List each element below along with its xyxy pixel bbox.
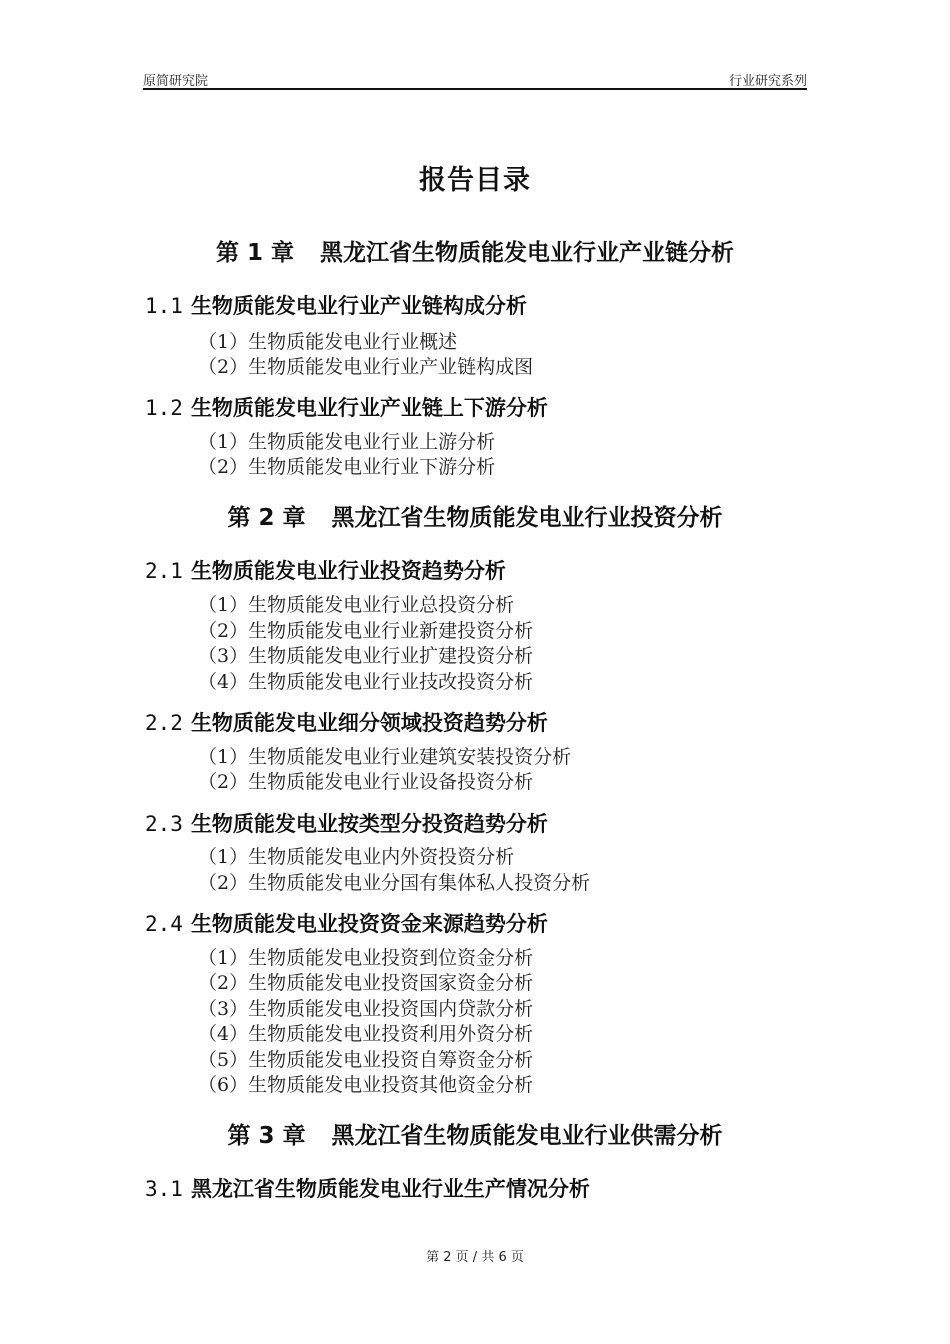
toc-item: （5）生物质能发电业投资自筹资金分析 [198,1049,534,1071]
section-title: 生物质能发电业行业产业链上下游分析 [190,396,548,420]
chapter-heading [0,234,950,267]
section-heading [145,290,527,320]
toc-item: （1）生物质能发电业内外资投资分析 [198,846,515,868]
section-title: 生物质能发电业行业投资趋势分析 [190,559,506,583]
section-number: 2.3 [145,812,183,836]
section-number: 2.1 [145,559,183,583]
section-heading [145,555,506,585]
toc-item: （2）生物质能发电业行业设备投资分析 [198,771,534,793]
section-number: 2.2 [145,711,183,735]
section-title: 生物质能发电业投资资金来源趋势分析 [190,912,548,936]
section-title: 黑龙江省生物质能发电业行业生产情况分析 [190,1177,590,1201]
chapter-title: 黑龙江省生物质能发电业行业投资分析 [331,505,723,531]
header-org-name: 原简研究院 [143,74,209,89]
section-number: 3.1 [145,1177,183,1201]
section-heading [145,1173,590,1203]
page-number: 第 2 页 / 共 6 页 [426,1250,524,1265]
toc-item: （1）生物质能发电业行业总投资分析 [198,594,515,616]
chapter-title: 黑龙江省生物质能发电业行业产业链分析 [320,240,735,266]
section-title: 生物质能发电业行业产业链构成分析 [190,294,527,318]
section-heading [145,707,548,737]
section-heading [145,392,548,422]
chapter-number: 第 2 章 [227,505,306,531]
section-heading [145,808,548,838]
chapter-title: 黑龙江省生物质能发电业行业供需分析 [331,1123,723,1149]
toc-item: （1）生物质能发电业投资到位资金分析 [198,947,534,969]
toc-item: （3）生物质能发电业投资国内贷款分析 [198,998,534,1020]
section-number: 1.2 [145,396,183,420]
section-number: 2.4 [145,912,183,936]
toc-item: （4）生物质能发电业行业技改投资分析 [198,671,534,693]
chapter-number: 第 3 章 [227,1123,306,1149]
chapter-heading [0,1117,950,1150]
toc-item: （2）生物质能发电业分国有集体私人投资分析 [198,872,591,894]
toc-item: （3）生物质能发电业行业扩建投资分析 [198,645,534,667]
toc-item: （2）生物质能发电业行业下游分析 [198,456,496,478]
section-title: 生物质能发电业按类型分投资趋势分析 [190,812,548,836]
section-number: 1.1 [145,294,183,318]
page-title: 报告目录 [419,165,531,196]
header-series-name: 行业研究系列 [728,74,807,89]
toc-item: （6）生物质能发电业投资其他资金分析 [198,1074,534,1096]
toc-item: （2）生物质能发电业投资国家资金分析 [198,972,534,994]
page-header [143,68,807,90]
section-title: 生物质能发电业细分领域投资趋势分析 [190,711,548,735]
toc-item: （1）生物质能发电业行业上游分析 [198,431,496,453]
chapter-heading [0,499,950,532]
toc-item: （2）生物质能发电业行业产业链构成图 [198,356,534,378]
chapter-number: 第 1 章 [215,240,295,266]
header-divider [143,88,807,90]
toc-item: （1）生物质能发电业行业概述 [198,331,458,353]
toc-item: （4）生物质能发电业投资利用外资分析 [198,1023,534,1045]
toc-item: （2）生物质能发电业行业新建投资分析 [198,620,534,642]
toc-item: （1）生物质能发电业行业建筑安装投资分析 [198,746,572,768]
section-heading [145,908,548,938]
